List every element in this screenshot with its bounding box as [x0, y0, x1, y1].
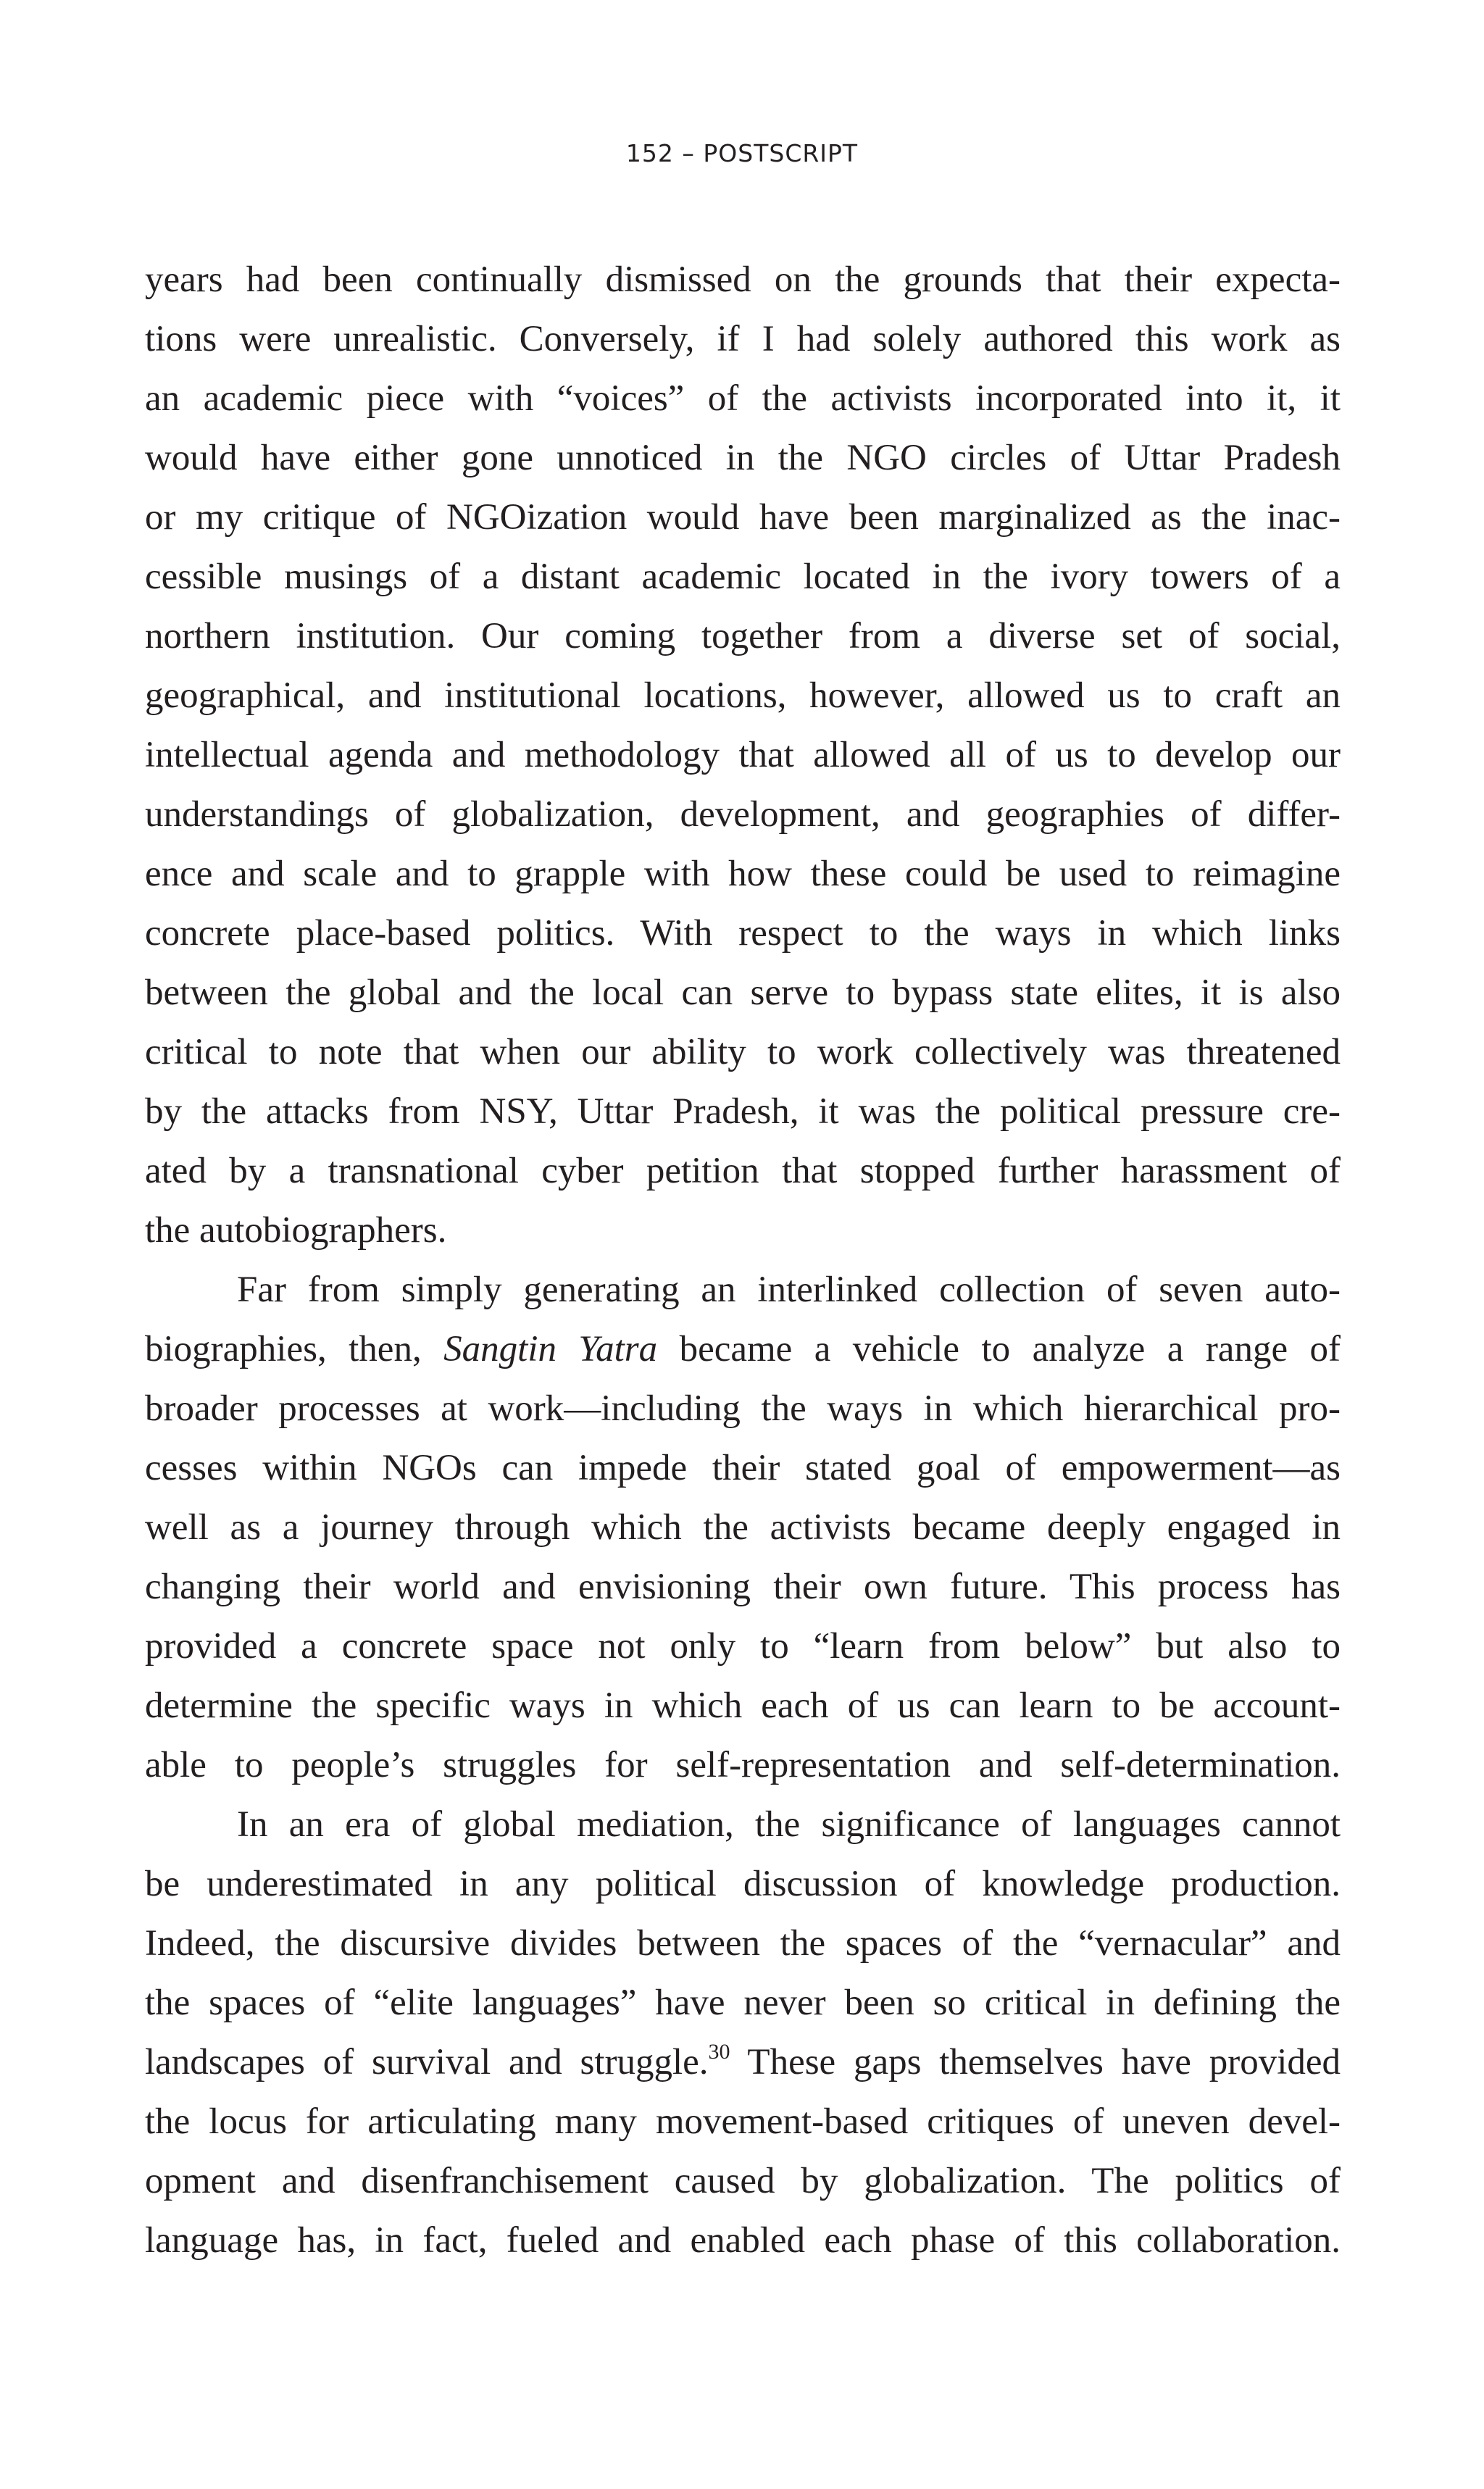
paragraph-1 [145, 250, 1341, 1260]
text-line: or my critique of NGOization would have been marginalized as the inac- [145, 497, 1341, 538]
text-line: the autobiographers. [145, 1210, 447, 1251]
text-line: intellectual agenda and methodology that allowed all of us to develop our [145, 735, 1341, 775]
body-text [145, 250, 1341, 2270]
text-line: understandings of globalization, development, and geographies of differ- [145, 794, 1341, 835]
text-line: years had been continually dismissed on the grounds that their expecta- [145, 259, 1341, 300]
text-line: changing their world and envisioning their own future. This process has [145, 1567, 1341, 1607]
text-line: would have either gone unnoticed in the NGO circles of Uttar Pradesh [145, 438, 1341, 478]
text-line: determine the specific ways in which each of us can learn to be account- [145, 1685, 1341, 1726]
text-line: ated by a transnational cyber petition that stopped further harassment of [145, 1151, 1341, 1191]
text-line: cesses within NGOs can impede their stated goal of empowerment—as [145, 1448, 1341, 1488]
text-run: These gaps themselves have provided [730, 2042, 1341, 2082]
book-title: Sangtin Yatra [443, 1329, 658, 1369]
footnote-marker[interactable]: 30 [708, 2040, 730, 2064]
running-head: 152 – POSTSCRIPT [625, 139, 859, 167]
text-run: biographies, then, [145, 1329, 444, 1369]
text-run: landscapes of survival and struggle. [145, 2042, 709, 2082]
text-line: broader processes at work—including the ways in which hierarchical pro- [145, 1388, 1341, 1429]
paragraph-2 [145, 1260, 1341, 1795]
text-line: the spaces of “elite languages” have never been so critical in defining the [145, 1983, 1341, 2023]
text-line: critical to note that when our ability to work collectively was threatened [145, 1032, 1341, 1072]
text-line: language has, in fact, fueled and enabled each phase of this collaboration. [145, 2220, 1341, 2261]
text-line: provided a concrete space not only to “learn from below” but also to [145, 1626, 1341, 1667]
text-line: by the attacks from NSY, Uttar Pradesh, it was the political pressure cre- [145, 1091, 1341, 1132]
text-line: ence and scale and to grapple with how these could be used to reimagine [145, 854, 1341, 894]
text-run: became a vehicle to analyze a range of [657, 1329, 1341, 1369]
text-line: the locus for articulating many movement-based critiques of uneven devel- [145, 2101, 1341, 2142]
text-line: northern institution. Our coming together from a diverse set of social, [145, 616, 1341, 656]
text-line: Indeed, the discursive divides between the spaces of the “vernacular” and [145, 1923, 1341, 1964]
text-line: an academic piece with “voices” of the activists incorporated into it, it [145, 378, 1341, 419]
text-line: able to people’s struggles for self-representation and self-determination. [145, 1745, 1341, 1785]
text-line: concrete place-based politics. With respect to the ways in which links [145, 913, 1341, 954]
text-line: be underestimated in any political discussion of knowledge production. [145, 1864, 1341, 1904]
text-line: between the global and the local can serve to bypass state elites, it is also [145, 972, 1341, 1013]
paragraph-3 [145, 1795, 1341, 2270]
text-line: Far from simply generating an interlinked collection of seven auto- [237, 1269, 1341, 1310]
text-line: opment and disenfranchisement caused by globalization. The politics of [145, 2161, 1341, 2201]
text-line: cessible musings of a distant academic located in the ivory towers of a [145, 556, 1341, 597]
text-line: tions were unrealistic. Conversely, if I had solely authored this work as [145, 319, 1341, 359]
text-line [145, 2033, 1341, 2092]
text-line: In an era of global mediation, the significance of languages cannot [237, 1804, 1341, 1845]
text-line: well as a journey through which the activists became deeply engaged in [145, 1507, 1341, 1548]
text-line [145, 1319, 1341, 1379]
text-line: geographical, and institutional locations, however, allowed us to craft an [145, 675, 1341, 716]
